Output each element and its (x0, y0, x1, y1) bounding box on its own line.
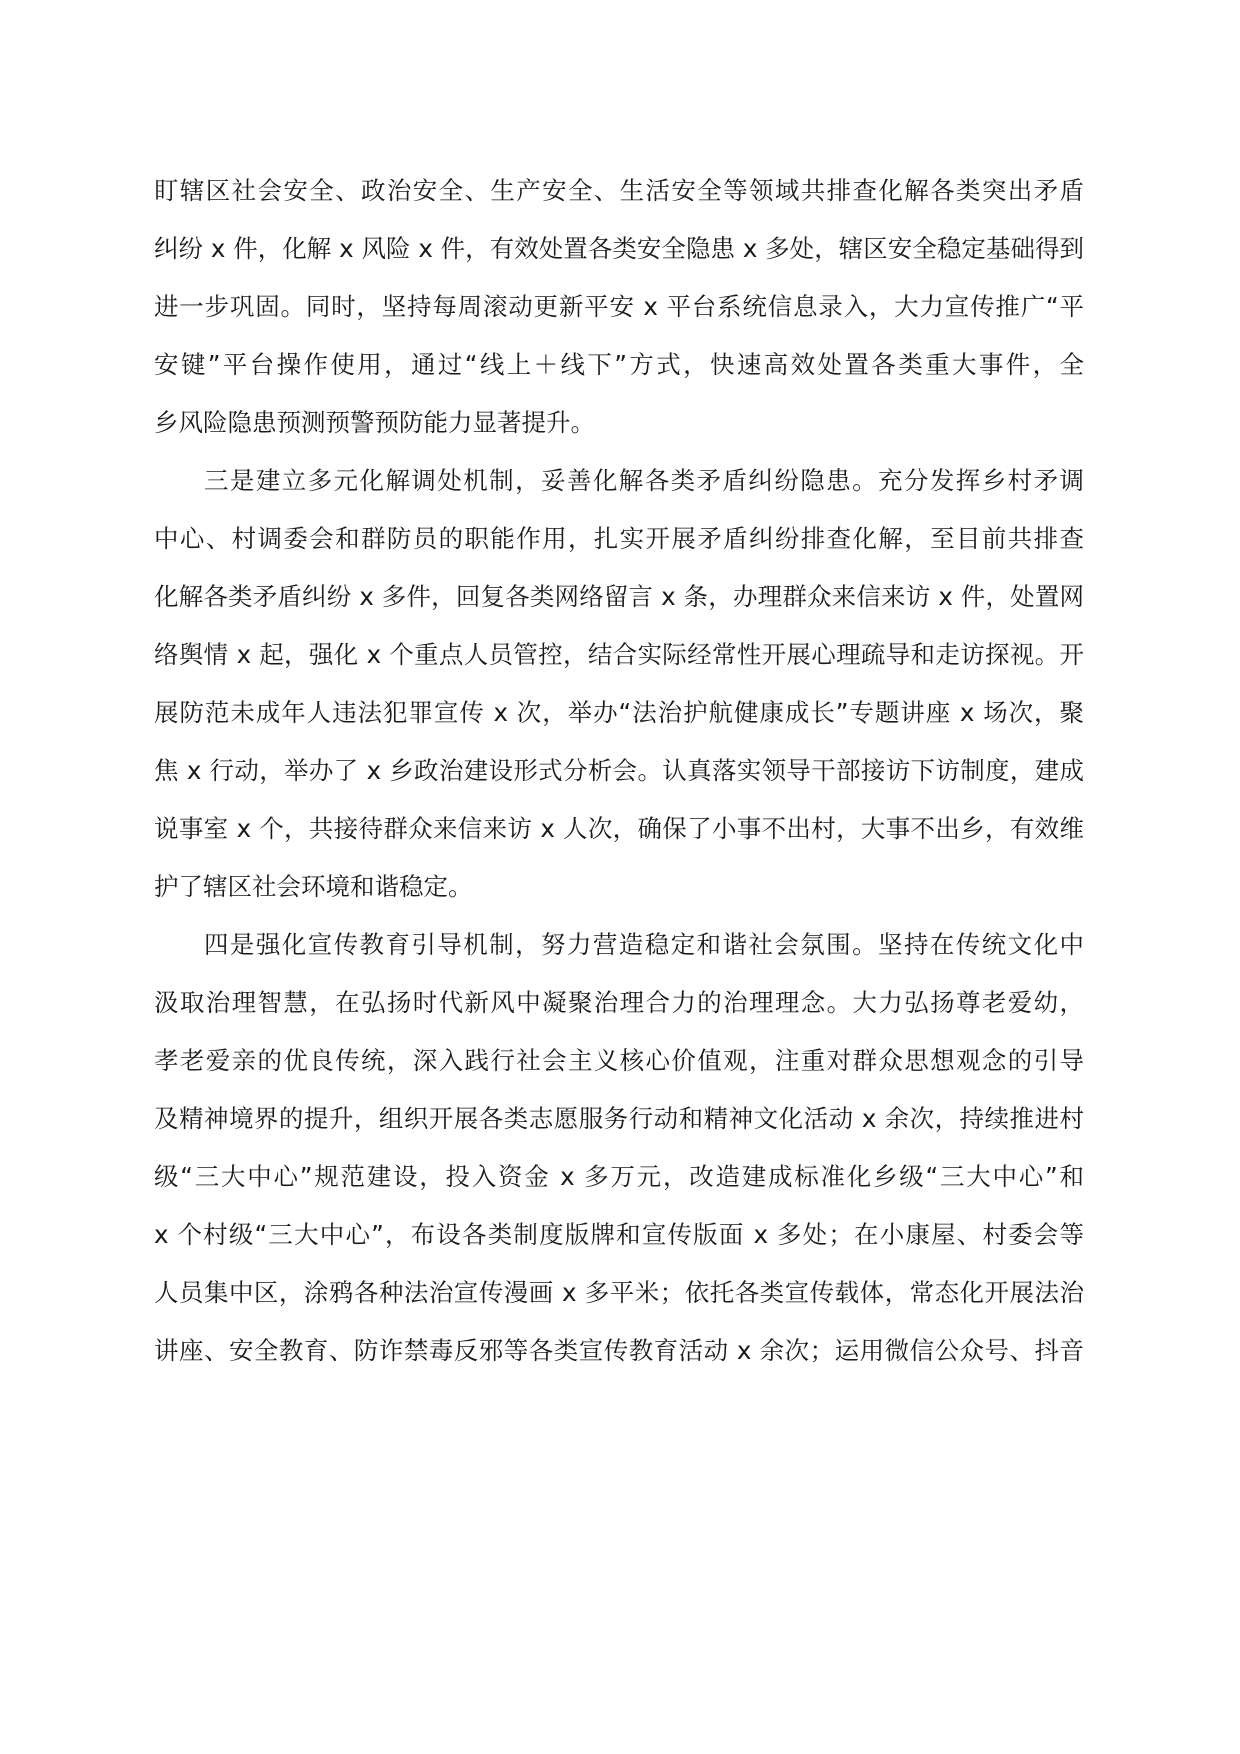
text-line: x 个村级“三大中心”，布设各类制度版牌和宣传版面 x 多处；在小康屋、村委会等 (154, 1220, 1084, 1249)
text-line: 展防范未成年人违法犯罪宣传 x 次，举办“法治护航健康成长”专题讲座 x 场次，聚 (154, 698, 1084, 727)
text-line: 络舆情 x 起，强化 x 个重点人员管控，结合实际经常性开展心理疏导和走访探视。开 (154, 640, 1084, 669)
text-line: 乡风险隐患预测预警预防能力显著提升。 (154, 408, 595, 437)
text-line: 盯辖区社会安全、政治安全、生产安全、生活安全等领域共排查化解各类突出矛盾 (154, 176, 1084, 205)
text-line: 及精神境界的提升，组织开展各类志愿服务行动和精神文化活动 x 余次，持续推进村 (154, 1104, 1084, 1133)
text-line: 护了辖区社会环境和谐稳定。 (154, 872, 473, 901)
text-line: 人员集中区，涂鸦各种法治宣传漫画 x 多平米；依托各类宣传载体，常态化开展法治 (154, 1278, 1084, 1307)
text-line: 说事室 x 个，共接待群众来信来访 x 人次，确保了小事不出村，大事不出乡，有效维 (154, 814, 1084, 843)
text-line: 安键”平台操作使用，通过“线上＋线下”方式，快速高效处置各类重大事件，全 (154, 350, 1084, 379)
text-line: 化解各类矛盾纠纷 x 多件，回复各类网络留言 x 条，办理群众来信来访 x 件，处置网 (154, 582, 1084, 611)
text-line: 汲取治理智慧，在弘扬时代新风中凝聚治理合力的治理理念。大力弘扬尊老爱幼， (154, 988, 1084, 1017)
paragraph-first-line: 四是强化宣传教育引导机制，努力营造稳定和谐社会氛围。坚持在传统文化中 (204, 930, 1084, 959)
text-line: 焦 x 行动，举办了 x 乡政治建设形式分析会。认真落实领导干部接访下访制度，建成 (154, 756, 1084, 785)
text-line: 纠纷 x 件，化解 x 风险 x 件，有效处置各类安全隐患 x 多处，辖区安全稳定基础得到 (154, 234, 1084, 263)
text-line: 讲座、安全教育、防诈禁毒反邪等各类宣传教育活动 x 余次；运用微信公众号、抖音 (154, 1336, 1084, 1365)
text-line: 进一步巩固。同时，坚持每周滚动更新平安 x 平台系统信息录入，大力宣传推广“平 (154, 292, 1084, 321)
text-line: 级“三大中心”规范建设，投入资金 x 多万元，改造建成标准化乡级“三大中心”和 (154, 1162, 1084, 1191)
text-line: 中心、村调委会和群防员的职能作用，扎实开展矛盾纠纷排查化解，至目前共排查 (154, 524, 1084, 553)
text-line: 孝老爱亲的优良传统，深入践行社会主义核心价值观，注重对群众思想观念的引导 (154, 1046, 1084, 1075)
paragraph-first-line: 三是建立多元化解调处机制，妥善化解各类矛盾纠纷隐患。充分发挥乡村矛调 (204, 466, 1084, 495)
